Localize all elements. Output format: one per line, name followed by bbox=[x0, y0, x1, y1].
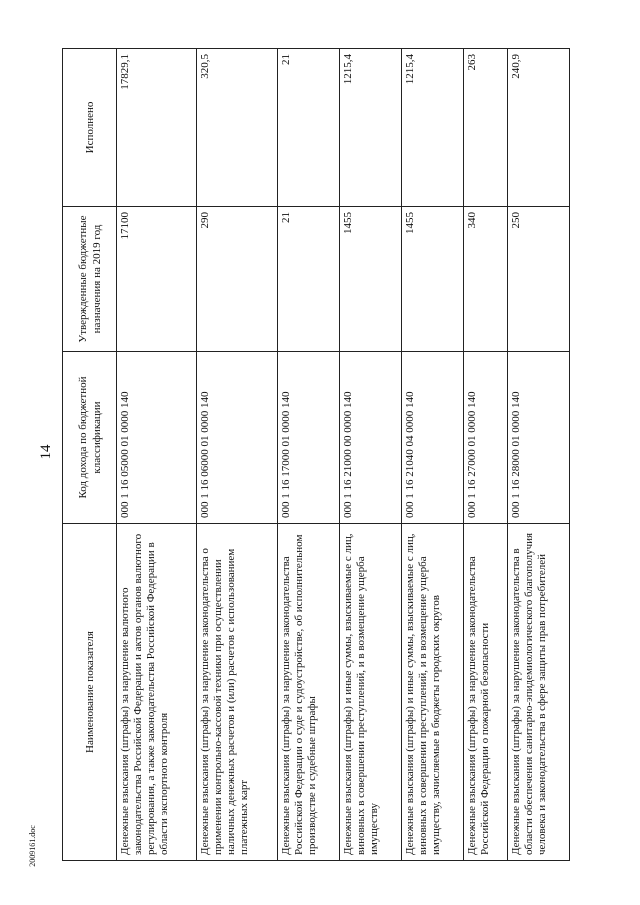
row-code: 000 1 16 28000 01 0000 140 bbox=[507, 352, 569, 524]
row-name: Денежные взыскания (штрафы) за нарушение валютного законодательства Российской Федерации и актов органов валютного регулирования, а также законодательства Российской Федерации в области экспортного контроля bbox=[117, 524, 197, 861]
budget-table bbox=[62, 48, 570, 861]
row-code: 000 1 16 05000 01 0000 140 bbox=[117, 352, 197, 524]
row-done: 1215,4 bbox=[339, 49, 401, 207]
row-name: Денежные взыскания (штрафы) за нарушение законодательства Российской Федерации о суде и судоустройстве, об исполнительном производстве и судебные штрафы bbox=[277, 524, 339, 861]
table-row bbox=[339, 49, 401, 861]
row-code: 000 1 16 21040 04 0000 140 bbox=[402, 352, 464, 524]
row-plan: 21 bbox=[277, 207, 339, 352]
table-row bbox=[402, 49, 464, 861]
row-name: Денежные взыскания (штрафы) и иные суммы, взыскиваемые с лиц, виновных в совершении преступлений, и в возмещение ущерба имуществу bbox=[339, 524, 401, 861]
table-container bbox=[62, 49, 570, 861]
table-row bbox=[507, 49, 569, 861]
row-code: 000 1 16 27000 01 0000 140 bbox=[464, 352, 508, 524]
row-done: 320,5 bbox=[197, 49, 277, 207]
row-name: Денежные взыскания (штрафы) за нарушение законодательства о применении контрольно-кассовой техники при осуществлении наличных денежных расчетов и (или) расчетов с использованием платежных карт bbox=[197, 524, 277, 861]
row-plan: 1455 bbox=[402, 207, 464, 352]
header-plan: Утвержденные бюджетные назначения на 2019 год bbox=[63, 207, 117, 352]
header-done: Исполнено bbox=[63, 49, 117, 207]
row-plan: 250 bbox=[507, 207, 569, 352]
table-row bbox=[464, 49, 508, 861]
row-done: 1215,4 bbox=[402, 49, 464, 207]
row-code: 000 1 16 06000 01 0000 140 bbox=[197, 352, 277, 524]
header-code: Код дохода по бюджетной классификации bbox=[63, 352, 117, 524]
rotated-table-frame bbox=[62, 49, 570, 861]
table-header-row bbox=[63, 49, 117, 861]
row-plan: 290 bbox=[197, 207, 277, 352]
row-done: 240,9 bbox=[507, 49, 569, 207]
row-code: 000 1 16 21000 00 0000 140 bbox=[339, 352, 401, 524]
header-name: Наименование показателя bbox=[63, 524, 117, 861]
row-plan: 340 bbox=[464, 207, 508, 352]
row-name: Денежные взыскания (штрафы) и иные суммы, взыскиваемые с лиц, виновных в совершении преступлений, и в возмещение ущерба имуществу, зачисляемые в бюджеты городских округов bbox=[402, 524, 464, 861]
table-row bbox=[117, 49, 197, 861]
table-row bbox=[197, 49, 277, 861]
row-done: 17829,1 bbox=[117, 49, 197, 207]
page-number: 14 bbox=[38, 444, 54, 460]
row-name: Денежные взыскания (штрафы) за нарушение законодательства в области обеспечения санитарно-эпидемиологического благополучия человека и законодательства в сфере защиты прав потребителей bbox=[507, 524, 569, 861]
row-code: 000 1 16 17000 01 0000 140 bbox=[277, 352, 339, 524]
document-file-code: 2009161.doc bbox=[28, 825, 37, 867]
row-plan: 17100 bbox=[117, 207, 197, 352]
row-done: 263 bbox=[464, 49, 508, 207]
row-plan: 1455 bbox=[339, 207, 401, 352]
table-row bbox=[277, 49, 339, 861]
row-name: Денежные взыскания (штрафы) за нарушение законодательства Российской Федерации о пожарной безопасности bbox=[464, 524, 508, 861]
row-done: 21 bbox=[277, 49, 339, 207]
